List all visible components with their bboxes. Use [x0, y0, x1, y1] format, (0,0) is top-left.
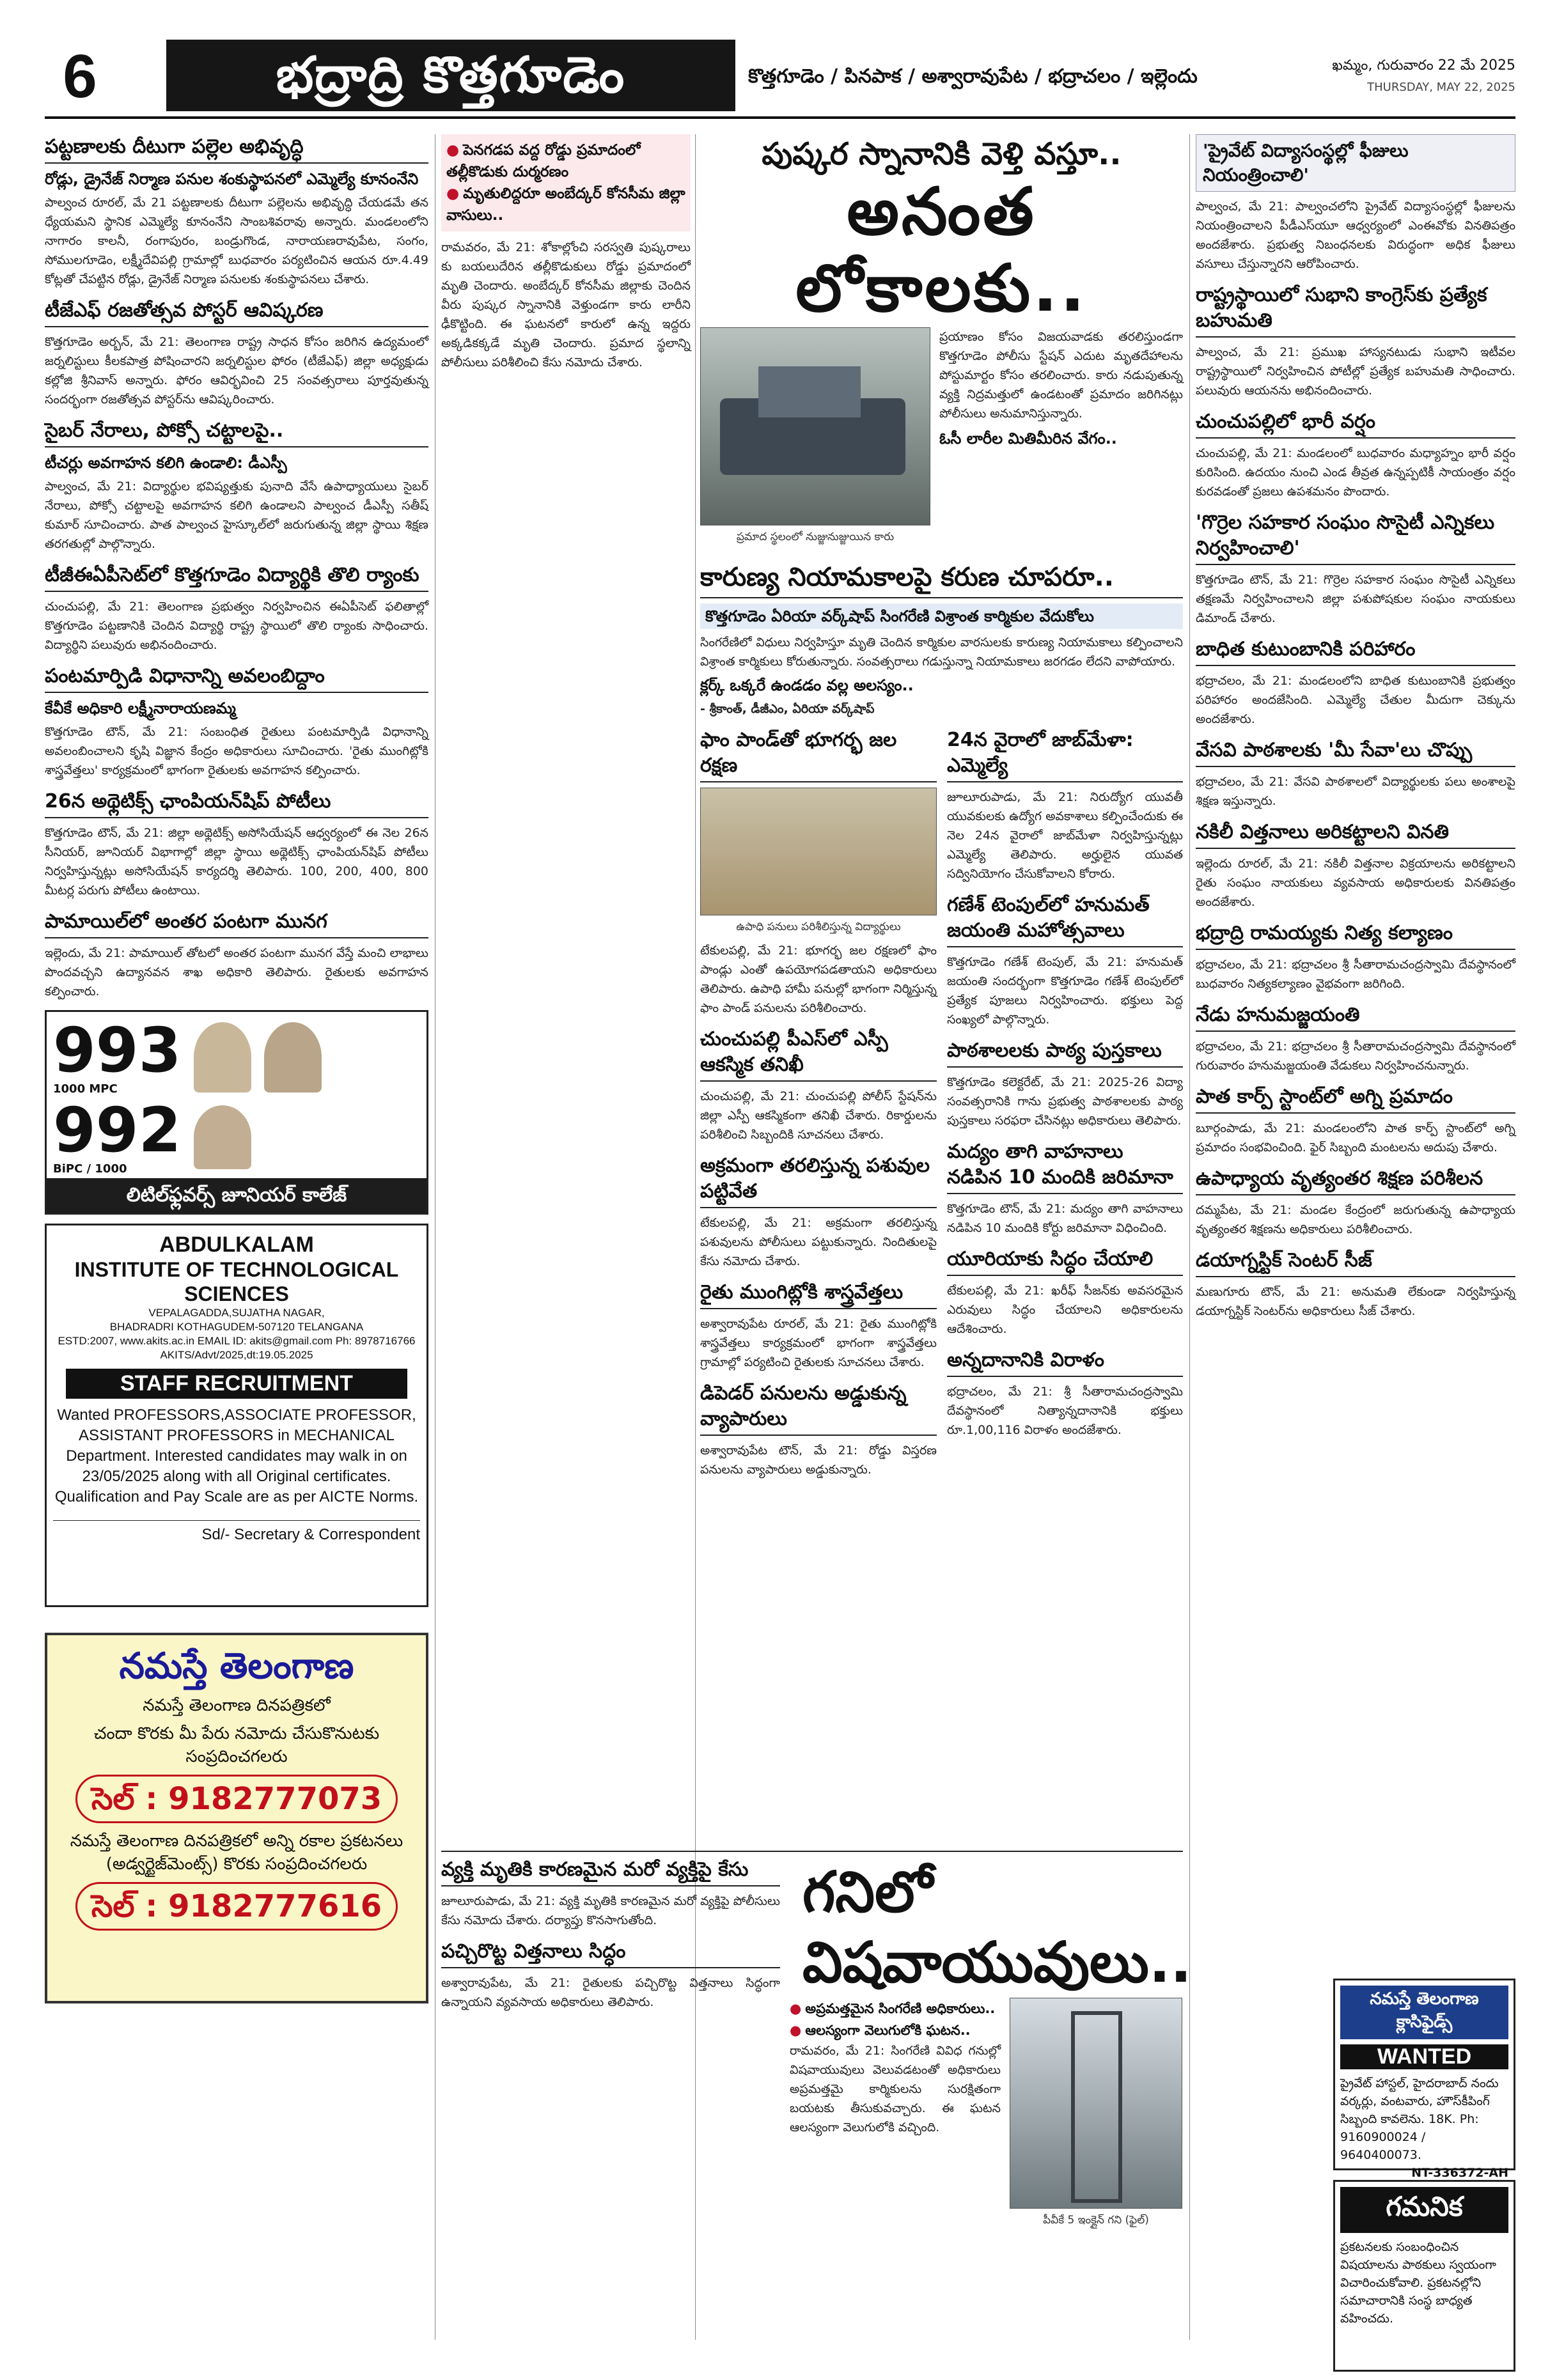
- article: [1196, 1084, 1515, 1157]
- rank-number: 992: [53, 1094, 182, 1166]
- column-2: [441, 134, 691, 372]
- article-headline: 'గొర్రెల సహకార సంఘం సొసైటీ ఎన్నికలు నిర్వహించాలి': [1196, 510, 1515, 565]
- column-3: [700, 134, 1183, 1488]
- article: [947, 1038, 1183, 1130]
- advt-reference: AKITS/Advt/2025,dt:19.05.2025: [160, 1349, 313, 1361]
- rank-row: [53, 1094, 420, 1176]
- article-headline: వేసవి పాఠశాలకు 'మీ సేవా'లు చొప్పు: [1196, 738, 1515, 767]
- headframe-shape: [1071, 2011, 1122, 2203]
- article: [45, 298, 428, 409]
- article-body: కొత్తగూడెం కలెక్టరేట్, మే 21: 2025-26 విద్యా సంవత్సరానికి గాను ప్రభుత్వ పాఠశాలలకు పాఠ్య పుస్తకాలు సరఫరా చేసినట్లు అధికారులు తెలిపారు.: [947, 1075, 1183, 1128]
- article-headline: సైబర్ నేరాలు, పోక్సో చట్టాలపై..: [45, 418, 428, 447]
- article: [1196, 134, 1515, 274]
- institute-address: VEPALAGADDA,SUJATHA NAGAR,: [148, 1307, 325, 1319]
- article: [1196, 820, 1515, 912]
- masthead: [45, 40, 1515, 111]
- article-headline: పాత కార్ప్ స్టాంట్‌లో అగ్ని ప్రమాదం: [1196, 1084, 1515, 1114]
- bullet-icon: ●: [446, 142, 460, 159]
- article-headline: డయాగ్నస్టిక్ సెంటర్ సీజ్: [1196, 1248, 1515, 1277]
- article-headline: గణేశ్ టెంపుల్‌లో హనుమత్ జయంతి మహోత్సవాలు: [947, 892, 1183, 947]
- article-headline: పచ్చిరొట్ట విత్తనాలు సిద్ధం: [441, 1939, 780, 1968]
- gani-photo-block: [1010, 1998, 1182, 2234]
- article-subheadline: కేవీకే అధికారి లక్ష్మీనారాయణమ్మ: [45, 699, 236, 717]
- article: [947, 1139, 1183, 1238]
- article-body: భద్రాచలం, మే 21: వేసవి పాఠశాలలో విద్యార్థులకు పలు అంశాలపై శిక్షణ ఇస్తున్నారు.: [1196, 775, 1515, 808]
- article-headline: ఉపాధ్యాయ వృత్యంతర శిక్షణ పరిశీలన: [1196, 1166, 1515, 1195]
- article-body: జూలూరుపాడు, మే 21: నిరుద్యోగ యువతీ యువకులకు ఉద్యోగ అవకాశాలు కల్పించేందుకు ఈ నెల 24న వైరాలో జాబ్‌మేళా నిర్వహిస్తున్నట్లు ఎమ్మెల్యే తెలిపారు. అర్హులైన యువత సద్వినియోగం చేసుకోవాలని కోరారు.: [947, 790, 1183, 881]
- wanted-banner: WANTED: [1340, 2044, 1508, 2069]
- edition-title: భద్రాద్రి కొత్తగూడెం: [166, 40, 735, 111]
- article: [1196, 921, 1515, 993]
- article: [45, 134, 428, 289]
- article-body: భద్రాచలం, మే 21: మండలంలోని బాధిత కుటుంబానికి ప్రభుత్వం పరిహారం అందజేసింది. ఎమ్మెల్యే చేతుల మీదుగా చెక్కును అందజేశారు.: [1196, 674, 1515, 726]
- highlight-item: ● ఆలస్యంగా వెలుగులోకి ఘటన..: [790, 2023, 971, 2038]
- article-headline: ఫాం పాండ్‌తో భూగర్భ జల రక్షణ: [700, 727, 937, 782]
- classified-column: [1333, 1979, 1515, 2180]
- notice-box: [1333, 2180, 1515, 2372]
- article-headline: యూరియాకు సిద్ధం చేయాలి: [947, 1247, 1183, 1276]
- signature-line: Sd/- Secretary & Correspondent: [53, 1520, 420, 1544]
- article-subheadline: టీచర్లు అవగాహన కలిగి ఉండాలి: డీఎస్పీ: [45, 454, 287, 472]
- article-body: పాల్వంచ, మే 21: పాల్వంచలోని ప్రైవేట్ విద్యాసంస్థల్లో ఫీజులను నియంత్రించాలని పీడీఎస్‌యూ ఆధ్వర్యంలో ఎంఈవోకు వినతిపత్రం అందజేశారు. ప్రభుత్వ నిబంధనలకు విరుద్ధంగా అధిక ఫీజులు వసూలు చేస్తున్నారని ఆరోపించారు.: [1196, 199, 1515, 271]
- bottom-left-block: [441, 1857, 780, 2021]
- institute-name: ABDULKALAM: [159, 1233, 314, 1257]
- article-headline: రైతు ముంగిట్లోకి శాస్త్రవేత్తలు: [700, 1280, 937, 1309]
- article-body: బూర్గంపాడు, మే 21: మండలంలోని పాత కార్ప్ స్టాంట్‌లో అగ్ని ప్రమాదం సంభవించింది. ఫైర్ సిబ్బంది మంటలను అదుపు చేశారు.: [1196, 1121, 1515, 1155]
- column-rule: [1189, 134, 1190, 2340]
- date-english: THURSDAY, MAY 22, 2025: [1367, 81, 1515, 94]
- article-headline: పట్టణాలకు దీటుగా పల్లెల అభివృద్ధి: [45, 134, 428, 164]
- article-headline: వ్యక్తి మృతికి కారణమైన మరో వ్యక్తిపై కేసు: [441, 1857, 780, 1886]
- article-body: టేకులపల్లి, మే 21: అక్రమంగా తరలిస్తున్న పశువులను పోలీసులు పట్టుకున్నారు. నిందితులపై కేసు నమోదు చేశారు.: [700, 1216, 937, 1268]
- feature-text: [939, 327, 1183, 551]
- article: [45, 563, 428, 655]
- student-photo: [194, 1105, 251, 1169]
- feature-title: అనంత లోకాలకు..: [795, 174, 1088, 327]
- article: [1196, 637, 1515, 729]
- college-name: లిటిల్‌ఫ్లవర్స్ జూనియర్ కాలేజ్: [47, 1178, 426, 1213]
- ad-text: నమస్తే తెలంగాణ దినపత్రికలో అన్ని రకాల ప్రకటనలు (అడ్వర్టైజ్‌మెంట్స్) కొరకు సంప్రదించగలరు: [70, 1832, 403, 1874]
- article-subheadline: ఓసీ లారీల మితిమీరిన వేగం..: [939, 430, 1117, 447]
- article-headline: టీజేఎఫ్ రజతోత్సవ పోస్టర్ ఆవిష్కరణ: [45, 298, 428, 327]
- bullet-icon: ●: [446, 185, 460, 202]
- highlight-item: ● పెనగడప వద్ద రోడ్డు ప్రమాదంలో తల్లీకొడుకు దుర్మరణం: [446, 142, 641, 180]
- photo-caption: పీవీకే 5 ఇంక్లైన్ గని (ఫైల్): [1043, 2214, 1149, 2227]
- article-subheadline: రోడ్లు, డ్రైనేజ్ నిర్మాణ పనుల శంకుస్థాపనలో ఎమ్మెల్యే కూనంనేని: [45, 170, 419, 188]
- rank-number: 993: [53, 1015, 182, 1086]
- article: [441, 1939, 780, 2012]
- article-body: రామవరం, మే 21: సింగరేణి వివిధ గనుల్లో విషవాయువులు వెలువడటంతో అధికారులు అప్రమత్తమై కార్మికులను సురక్షితంగా బయటకు తీసుకువచ్చారు. ఈ ఘటన ఆలస్యంగా వెలుగులోకి వచ్చింది.: [790, 2044, 1001, 2135]
- page-number: 6: [63, 42, 97, 111]
- article-body: ప్రయాణం కోసం విజయవాడకు తరలిస్తుండగా కొత్తగూడెం పోలీసు స్టేషన్ ఎదుట మృతదేహాలను పోస్టుమార్టం కోసం తరలించారు. కారు నడుపుతున్న వ్యక్తి నిద్రమత్తులో ఉండటంతో ప్రమాదం జరిగినట్లు పోలీసులు అనుమానిస్తున్నారు.: [939, 330, 1183, 421]
- article-body: భద్రాచలం, మే 21: శ్రీ సీతారామచంద్రస్వామి దేవస్థానంలో నిత్యాన్నదానానికి భక్తులు రూ.1,00,116 విరాళం అందజేశారు.: [947, 1385, 1183, 1437]
- article: [45, 789, 428, 900]
- rank-label: 1000 MPC: [53, 1082, 118, 1096]
- sub-column: [947, 727, 1183, 1488]
- article-body: టేకులపల్లి, మే 21: ఖరీఫ్ సీజన్‌కు అవసరమైన ఎరువులు సిద్ధం చేయాలని అధికారులను ఆదేశించారు.: [947, 1284, 1183, 1336]
- classified-header: నమస్తే తెలంగాణ క్లాసిఫైడ్స్: [1340, 1986, 1508, 2039]
- article-headline: చుంచుపల్లి పీఎస్‌లో ఎస్పీ ఆకస్మిక తనిఖీ: [700, 1027, 937, 1082]
- article: [947, 892, 1183, 1029]
- feature-photo-block: [700, 327, 930, 551]
- article-body: ఇల్లెందు రూరల్, మే 21: నకిలీ విత్తనాల విక్రయాలను అరికట్టాలని రైతు సంఘం నాయకులు వ్యవసాయ అధికారులకు వినతిపత్రం అందజేశారు.: [1196, 857, 1515, 909]
- article: [700, 1027, 937, 1144]
- article: [1196, 738, 1515, 811]
- article-headline: రాష్ట్రస్థాయిలో సుభాని కాంగ్రెస్‌కు ప్రత్యేక బహుమతి: [1196, 283, 1515, 338]
- article: [441, 1857, 780, 1930]
- rank-label: BiPC / 1000: [53, 1162, 127, 1176]
- article: [1196, 1002, 1515, 1075]
- institute-type: INSTITUTE OF TECHNOLOGICAL SCIENCES: [74, 1258, 399, 1305]
- recruitment-body: Wanted PROFESSORS,ASSOCIATE PROFESSOR, ASSISTANT PROFESSORS in MECHANICAL Department. Interested candidates may walk in on 23/05/2025 along with all Original certificates. Qualification and Pay Scale are as per AICTE Norms.: [54, 1406, 419, 1505]
- mine-photo: [1010, 1998, 1182, 2209]
- article-headline: పామాయిల్‌లో అంతర పంటగా మునగ: [45, 909, 428, 938]
- article-body: కొత్తగూడెం టౌన్, మే 21: జిల్లా అథ్లెటిక్స్ అసోసియేషన్ ఆధ్వర్యంలో ఈ నెల 26న సీనియర్, జూనియర్ విభాగాల్లో జిల్లా స్థాయి అథ్లెటిక్స్ ఛాంపియన్‌షిప్ పోటీలు నిర్వహిస్తున్నట్లు అసోసియేషన్ కార్యదర్శి తెలిపారు. 100, 200, 400, 800 మీటర్ల పరుగు పోటీలు ఉంటాయి.: [45, 826, 428, 898]
- article: [1196, 409, 1515, 501]
- classified-body: ప్రైవేట్ హాస్టల్, హైదరాబాద్ నందు వర్కర్లు, వంటవారు, హౌస్‌కీపింగ్ సిబ్బంది కావలెను. 18K. Ph: 9160900024 / 9640400073.: [1340, 2076, 1499, 2162]
- notice-header: గమనిక: [1340, 2187, 1508, 2233]
- article-headline: పంటమార్పిడి విధానాన్ని అవలంబిద్దాం: [45, 664, 428, 693]
- article-body: ఇల్లెందు, మే 21: పామాయిల్ తోటలో అంతర పంటగా మునగ వేస్తే మంచి లాభాలు పొందవచ్చని ఉద్యానవన శాఖ అధికారి తెలిపారు. రైతులకు అవగాహన కల్పించారు.: [45, 946, 428, 999]
- feature-kicker: పుష్కర స్నానానికి వెళ్తి వస్తూ..: [762, 136, 1122, 172]
- column-4: [1196, 134, 1515, 1330]
- ad-text: చందా కొరకు మీ పేరు నమోదు చేసుకొనుటకు సంప్రదించగలరు: [93, 1724, 380, 1766]
- highlights-box: [441, 134, 691, 231]
- article-body: చుంచుపల్లి, మే 21: మండలంలో బుధవారం మధ్యాహ్నం భారీ వర్షం కురిసింది. ఉదయం నుంచి ఎండ తీవ్రత ఉన్నప్పటికీ సాయంత్రం వర్షం కురవడంతో ప్రజలు ఉపశమనం పొందారు.: [1196, 446, 1515, 499]
- article-body: అశ్వారావుపేట, మే 21: రైతులకు పచ్చిరొట్ట విత్తనాలు సిద్ధంగా ఉన్నాయని వ్యవసాయ అధికారులు తెలిపారు.: [441, 1976, 780, 2009]
- dateline: [1332, 58, 1515, 94]
- highlight-item: ● మృతులిద్దరూ అంబేద్కర్ కోనసీమ జిల్లా వాసులు..: [446, 185, 685, 224]
- institute-address: BHADRADRI KOTHAGUDEM-507120 TELANGANA: [109, 1321, 364, 1333]
- date-telugu: ఖమ్మం, గురువారం 22 మే 2025: [1332, 58, 1515, 74]
- subscription-ad: [45, 1633, 428, 2003]
- article: [45, 418, 428, 554]
- college-ad: [45, 1010, 428, 1215]
- article: [700, 1280, 937, 1372]
- article: [947, 1247, 1183, 1339]
- article-headline: 24న వైరాలో జాబ్‌మేళా: ఎమ్మెల్యే: [947, 727, 1183, 782]
- article-headline: చుంచుపల్లిలో భారీ వర్షం: [1196, 409, 1515, 439]
- rank-row: [53, 1015, 420, 1096]
- article-body: అశ్వారావుపేట రూరల్, మే 21: రైతు ముంగిట్లోకి శాస్త్రవేత్తలు కార్యక్రమంలో భాగంగా శాస్త్రవేత్తలు గ్రామాల్లో పర్యటించి రైతులకు సూచనలు చేశారు.: [700, 1317, 937, 1369]
- article: [700, 1153, 937, 1271]
- article: [700, 560, 1183, 719]
- article-body: అశ్వారావుపేట టౌన్, మే 21: రోడ్డు విస్తరణ పనులను వ్యాపారులు అడ్డుకున్నారు.: [700, 1443, 937, 1477]
- article-body: కొత్తగూడెం గణేశ్ టెంపుల్, మే 21: హనుమత్ జయంతి సందర్భంగా కొత్తగూడెం గణేశ్ టెంపుల్‌లో ప్రత్యేక పూజలు నిర్వహించారు. భక్తులు పెద్ద సంఖ్యలో పాల్గొన్నారు.: [947, 955, 1183, 1027]
- article-body: చుంచుపల్లి, మే 21: చుంచుపల్లి పోలీస్ స్టేషన్‌ను జిల్లా ఎస్పీ ఆకస్మికంగా తనిఖీ చేశారు. రికార్డులను పరిశీలించి సిబ్బందికి సూచనలు చేశారు.: [700, 1089, 937, 1142]
- article-body: జూలూరుపాడు, మే 21: వ్యక్తి మృతికి కారణమైన మరో వ్యక్తిపై పోలీసులు కేసు నమోదు చేశారు. దర్యాప్తు కొనసాగుతోంది.: [441, 1894, 780, 1927]
- article-body: టేకులపల్లి, మే 21: భూగర్భ జల రక్షణలో ఫాం పాండ్లు ఎంతో ఉపయోగపడతాయని అధికారులు తెలిపారు. ఉపాధి హామీ పనుల్లో భాగంగా నిర్మిస్తున్న ఫాం పాండ్ పనులను పరిశీలించారు.: [700, 944, 937, 1015]
- article-body: భద్రాచలం, మే 21: భద్రాచలం శ్రీ సీతారామచంద్రస్వామి దేవస్థానంలో బుధవారం నిత్యకల్యాణం వైభవంగా జరిగింది.: [1196, 958, 1515, 991]
- institute-contact: ESTD:2007, www.akits.ac.in EMAIL ID: akits@gmail.com Ph: 8978716766: [58, 1335, 416, 1347]
- gani-feature: [790, 1857, 1192, 2234]
- article-headline: డిపెడర్ పనులను అడ్డుకున్న వ్యాపారులు: [700, 1381, 937, 1436]
- recruitment-banner: STAFF RECRUITMENT: [66, 1369, 407, 1399]
- notice-body: ప్రకటనలకు సంబంధించిన విషయాలను పాఠకులు స్వయంగా విచారించుకోవాలి. ప్రకటనల్లోని సమాచారానికి సంస్థ బాధ్యత వహించదు.: [1340, 2240, 1496, 2326]
- article-body: పాల్వంచ, మే 21: విద్యార్థుల భవిష్యత్తుకు పునాది వేసే ఉపాధ్యాయులు సైబర్ నేరాలు, పోక్సో చట్టాలపై అవగాహన కలిగి ఉండాలని పాల్వంచ డీఎస్పీ సతీష్ కుమార్ సూచించారు. పాత పాల్వంచ హైస్కూల్‌లో జరుగుతున్న జిల్లా స్థాయి శిక్షణ తరగతుల్లో పాల్గొన్నారు.: [45, 479, 428, 551]
- masthead-rule: [45, 116, 1515, 119]
- phone-number: సెల్ : 9182777073: [75, 1775, 398, 1823]
- article-headline: మద్యం తాగి వాహనాలు నడిపిన 10 మందికి జరిమానా: [947, 1139, 1183, 1194]
- article-headline: అక్రమంగా తరలిస్తున్న పశువుల పట్టివేత: [700, 1153, 937, 1208]
- classified-ad: [1333, 1979, 1515, 2180]
- two-column-block: [700, 727, 1183, 1488]
- article: [1196, 510, 1515, 628]
- quote-headline: క్లర్క్ ఒక్కరే ఉండడం వల్ల అలస్యం..: [700, 676, 914, 694]
- article-body: కొత్తగూడెం టౌన్, మే 21: సంబంధిత రైతులు పంటమార్పిడి విధానాన్ని అవలంబించాలని కృషి విజ్ఞాన కేంద్రం అధికారులు సూచించారు. 'రైతు ముంగిట్లోకి శాస్త్రవేత్తలు' కార్యక్రమంలో భాగంగా రైతులకు అవగాహన కల్పించారు.: [45, 725, 428, 777]
- ad-text: నమస్తే తెలంగాణ దినపత్రికలో: [143, 1696, 331, 1715]
- article: [947, 1348, 1183, 1440]
- article: [1196, 1248, 1515, 1321]
- article: [1196, 283, 1515, 400]
- article-body: పాల్వంచ, మే 21: ప్రముఖ హాస్యనటుడు సుభాని ఇటీవల రాష్ట్రస్థాయిలో నిర్వహించిన పోటీల్లో ప్రత్యేక బహుమతి సాధించారు. పలువురు ఆయనను అభినందించారు.: [1196, 345, 1515, 398]
- quote-attribution: - శ్రీకాంత్, డీజీఎం, ఏరియా వర్క్‌షాప్: [700, 702, 875, 716]
- photo-caption: ప్రమాద స్థలంలో నుజ్జునుజ్జుయిన కారు: [736, 531, 895, 543]
- article: [45, 909, 428, 1001]
- article: [947, 727, 1183, 883]
- phone-number: సెల్ : 9182777616: [75, 1882, 398, 1931]
- article-headline: 26న అథ్లెటిక్స్ ఛాంపియన్‌షిప్ పోటీలు: [45, 789, 428, 818]
- vehicle-shape: [758, 366, 861, 417]
- gani-text: [790, 1998, 1001, 2234]
- article-body: పాల్వంచ రూరల్, మే 21 పట్టణాలకు దీటుగా పల్లెలను అభివృద్ధి చేయడమే తన ధ్యేయమని స్థానిక ఎమ్మెల్యే కూనంనేని సాంబశివరావు అన్నారు. మండలంలోని నాగారం కాలనీ, రంగాపురం, బండ్రుగొండ, నారాయణరావుపేట, సంగం, సోములగూడెం, లక్ష్మీదేవిపల్లి గ్రామాల్లో బుధవారం పర్యటించిన ఆయన రూ.4.49 కోట్లతో చేపట్టిన రోడ్లు, డ్రైనేజ్ నిర్మాణ పనులకు శంకుస్థాపనలు చేశారు.: [45, 196, 428, 286]
- article-body: భద్రాచలం, మే 21: భద్రాచలం శ్రీ సీతారామచంద్రస్వామి దేవస్థానంలో గురువారం హనుమజ్జయంతి వేడుకలు నిర్వహించనున్నారు.: [1196, 1039, 1515, 1073]
- article-body: మణుగూరు టౌన్, మే 21: అనుమతి లేకుండా నిర్వహిస్తున్న డయాగ్నస్టిక్ సెంటర్‌ను అధికారులు సీజ్ చేశారు.: [1196, 1285, 1515, 1318]
- article-headline: బాధిత కుటుంబానికి పరిహారం: [1196, 637, 1515, 666]
- article-headline: భద్రాద్రి రామయ్యకు నిత్య కల్యాణం: [1196, 921, 1515, 950]
- notice-column: [1333, 2180, 1515, 2372]
- article-headline: కారుణ్య నియామకాలపై కరుణ చూపరూ..: [700, 560, 1183, 598]
- photo-caption: ఉపాధి పనులు పరిశీలిస్తున్న విద్యార్థులు: [736, 921, 901, 933]
- student-photo: [194, 1022, 251, 1093]
- article-body: రామవరం, మే 21: శోకాల్లోంచి సరస్వతి పుష్కరాలు కు బయలుదేరిన తల్లీకొడుకులు రోడ్డు ప్రమాదంలో మృతి చెందారు. అంబేద్కర్ కోనసీమ జిల్లాకు చెందిన వీరు పుష్కర స్నానానికి వెళ్తుండగా కారు లారీని ఢీకొట్టింది. ఈ ఘటనలో కారులో ఉన్న ఇద్దరు అక్కడికక్కడే మృతి చెందారు. ప్రమాద స్థలాన్ని పోలీసులు పరిశీలించి కేసు నమోదు చేశారు.: [441, 240, 691, 369]
- recruitment-ad: [45, 1224, 428, 1607]
- article-headline: నకిలీ విత్తనాలు అరికట్టాలని వినతి: [1196, 820, 1515, 849]
- lead-feature: [700, 134, 1183, 551]
- article-headline: టీజీఈఏపీసెట్‌లో కొత్తగూడెం విద్యార్థికి తొలి ర్యాంకు: [45, 563, 428, 592]
- bullet-icon: ●: [790, 2023, 802, 2038]
- rank-block: [53, 1094, 182, 1176]
- student-photo: [264, 1022, 322, 1093]
- article-headline: నేడు హనుమజ్జయంతి: [1196, 1002, 1515, 1032]
- edition-towns: కొత్తగూడెం / పినపాక / అశ్వారావుపేట / భద్రాచలం / ఇల్లెందు: [748, 65, 1198, 88]
- section-rule: [441, 1851, 1183, 1852]
- article: [45, 664, 428, 780]
- article-body: కొత్తగూడెం టౌన్, మే 21: మద్యం తాగి వాహనాలు నడిపిన 10 మందికి కోర్టు జరిమానా విధించింది.: [947, 1202, 1183, 1235]
- farm-photo: [700, 788, 937, 915]
- article-body: కొత్తగూడెం అర్బన్, మే 21: తెలంగాణ రాష్ట్ర సాధన కోసం జరిగిన ఉద్యమంలో జర్నలిస్టులు కీలకపాత్ర పోషించారని జర్నలిస్టుల ఫోరం (టీజేఎఫ్) జిల్లా అధ్యక్షుడు కల్లోజి శ్రీనివాస్ అన్నారు. ఫోరం ఆవిర్భవించి 25 సంవత్సరాలు పూర్తవుతున్న సందర్భంగా రజతోత్సవ పోస్టర్‌ను ఆవిష్కరించారు.: [45, 335, 428, 407]
- article-headline: పాఠశాలలకు పాఠ్య పుస్తకాలు: [947, 1038, 1183, 1068]
- namasthe-logo: నమస్తే తెలంగాణ: [119, 1645, 354, 1687]
- article: [700, 1381, 937, 1479]
- bullet-icon: ●: [790, 2001, 802, 2016]
- article-body: కొత్తగూడెం టౌన్, మే 21: గొర్రెల సహకార సంఘం సొసైటీ ఎన్నికలు తక్షణమే నిర్వహించాలని జిల్లా పశుపోషకుల సంఘం నాయకులు డిమాండ్ చేశారు.: [1196, 573, 1515, 625]
- sub-column: [700, 727, 937, 1488]
- accident-photo: [700, 327, 930, 525]
- feature-title: గనిలో విషవాయువులు..: [802, 1859, 1192, 1995]
- gani-row: [790, 1998, 1183, 2234]
- article-body: చుంచుపల్లి, మే 21: తెలంగాణ ప్రభుత్వం నిర్వహించిన ఈఏపీసెట్ ఫలితాల్లో కొత్తగూడెం పట్టణానికి చెందిన విద్యార్థి రాష్ట్ర స్థాయిలో తొలి ర్యాంకు సాధించారు. విద్యార్థిని పలువురు అభినందించారు.: [45, 600, 428, 652]
- article-kicker: కొత్తగూడెం ఏరియా వర్క్‌షాప్ సింగరేణి విశ్రాంత కార్మికుల వేదుకోలు: [700, 603, 1183, 629]
- article: [700, 727, 937, 1018]
- feature-row: [700, 327, 1183, 551]
- rank-block: [53, 1015, 182, 1096]
- classified-code: NT-336372-AH: [1411, 2166, 1508, 2180]
- article-headline: అన్నదానానికి విరాళం: [947, 1348, 1183, 1377]
- column-1: [45, 134, 428, 2003]
- article-body: దమ్మపేట, మే 21: మండల కేంద్రంలో జరుగుతున్న ఉపాధ్యాయ వృత్యంతర శిక్షణను అధికారులు పరిశీలించారు.: [1196, 1203, 1515, 1236]
- highlight-item: ● అప్రమత్తమైన సింగరేణి అధికారులు..: [790, 2001, 996, 2016]
- article-headline: 'ప్రైవేట్ విద్యాసంస్థల్లో ఫీజులు నియంత్రించాలి': [1196, 134, 1515, 192]
- article-body: సింగరేణిలో విధులు నిర్వహిస్తూ మృతి చెందిన కార్మికుల వారసులకు కారుణ్య నియామకాలు కల్పించాలని విశ్రాంత కార్మికులు కోరుతున్నారు. సంవత్సరాలు గడుస్తున్నా నియామకాలు జరగడం లేదని వాపోయారు.: [700, 635, 1183, 669]
- article: [1196, 1166, 1515, 1239]
